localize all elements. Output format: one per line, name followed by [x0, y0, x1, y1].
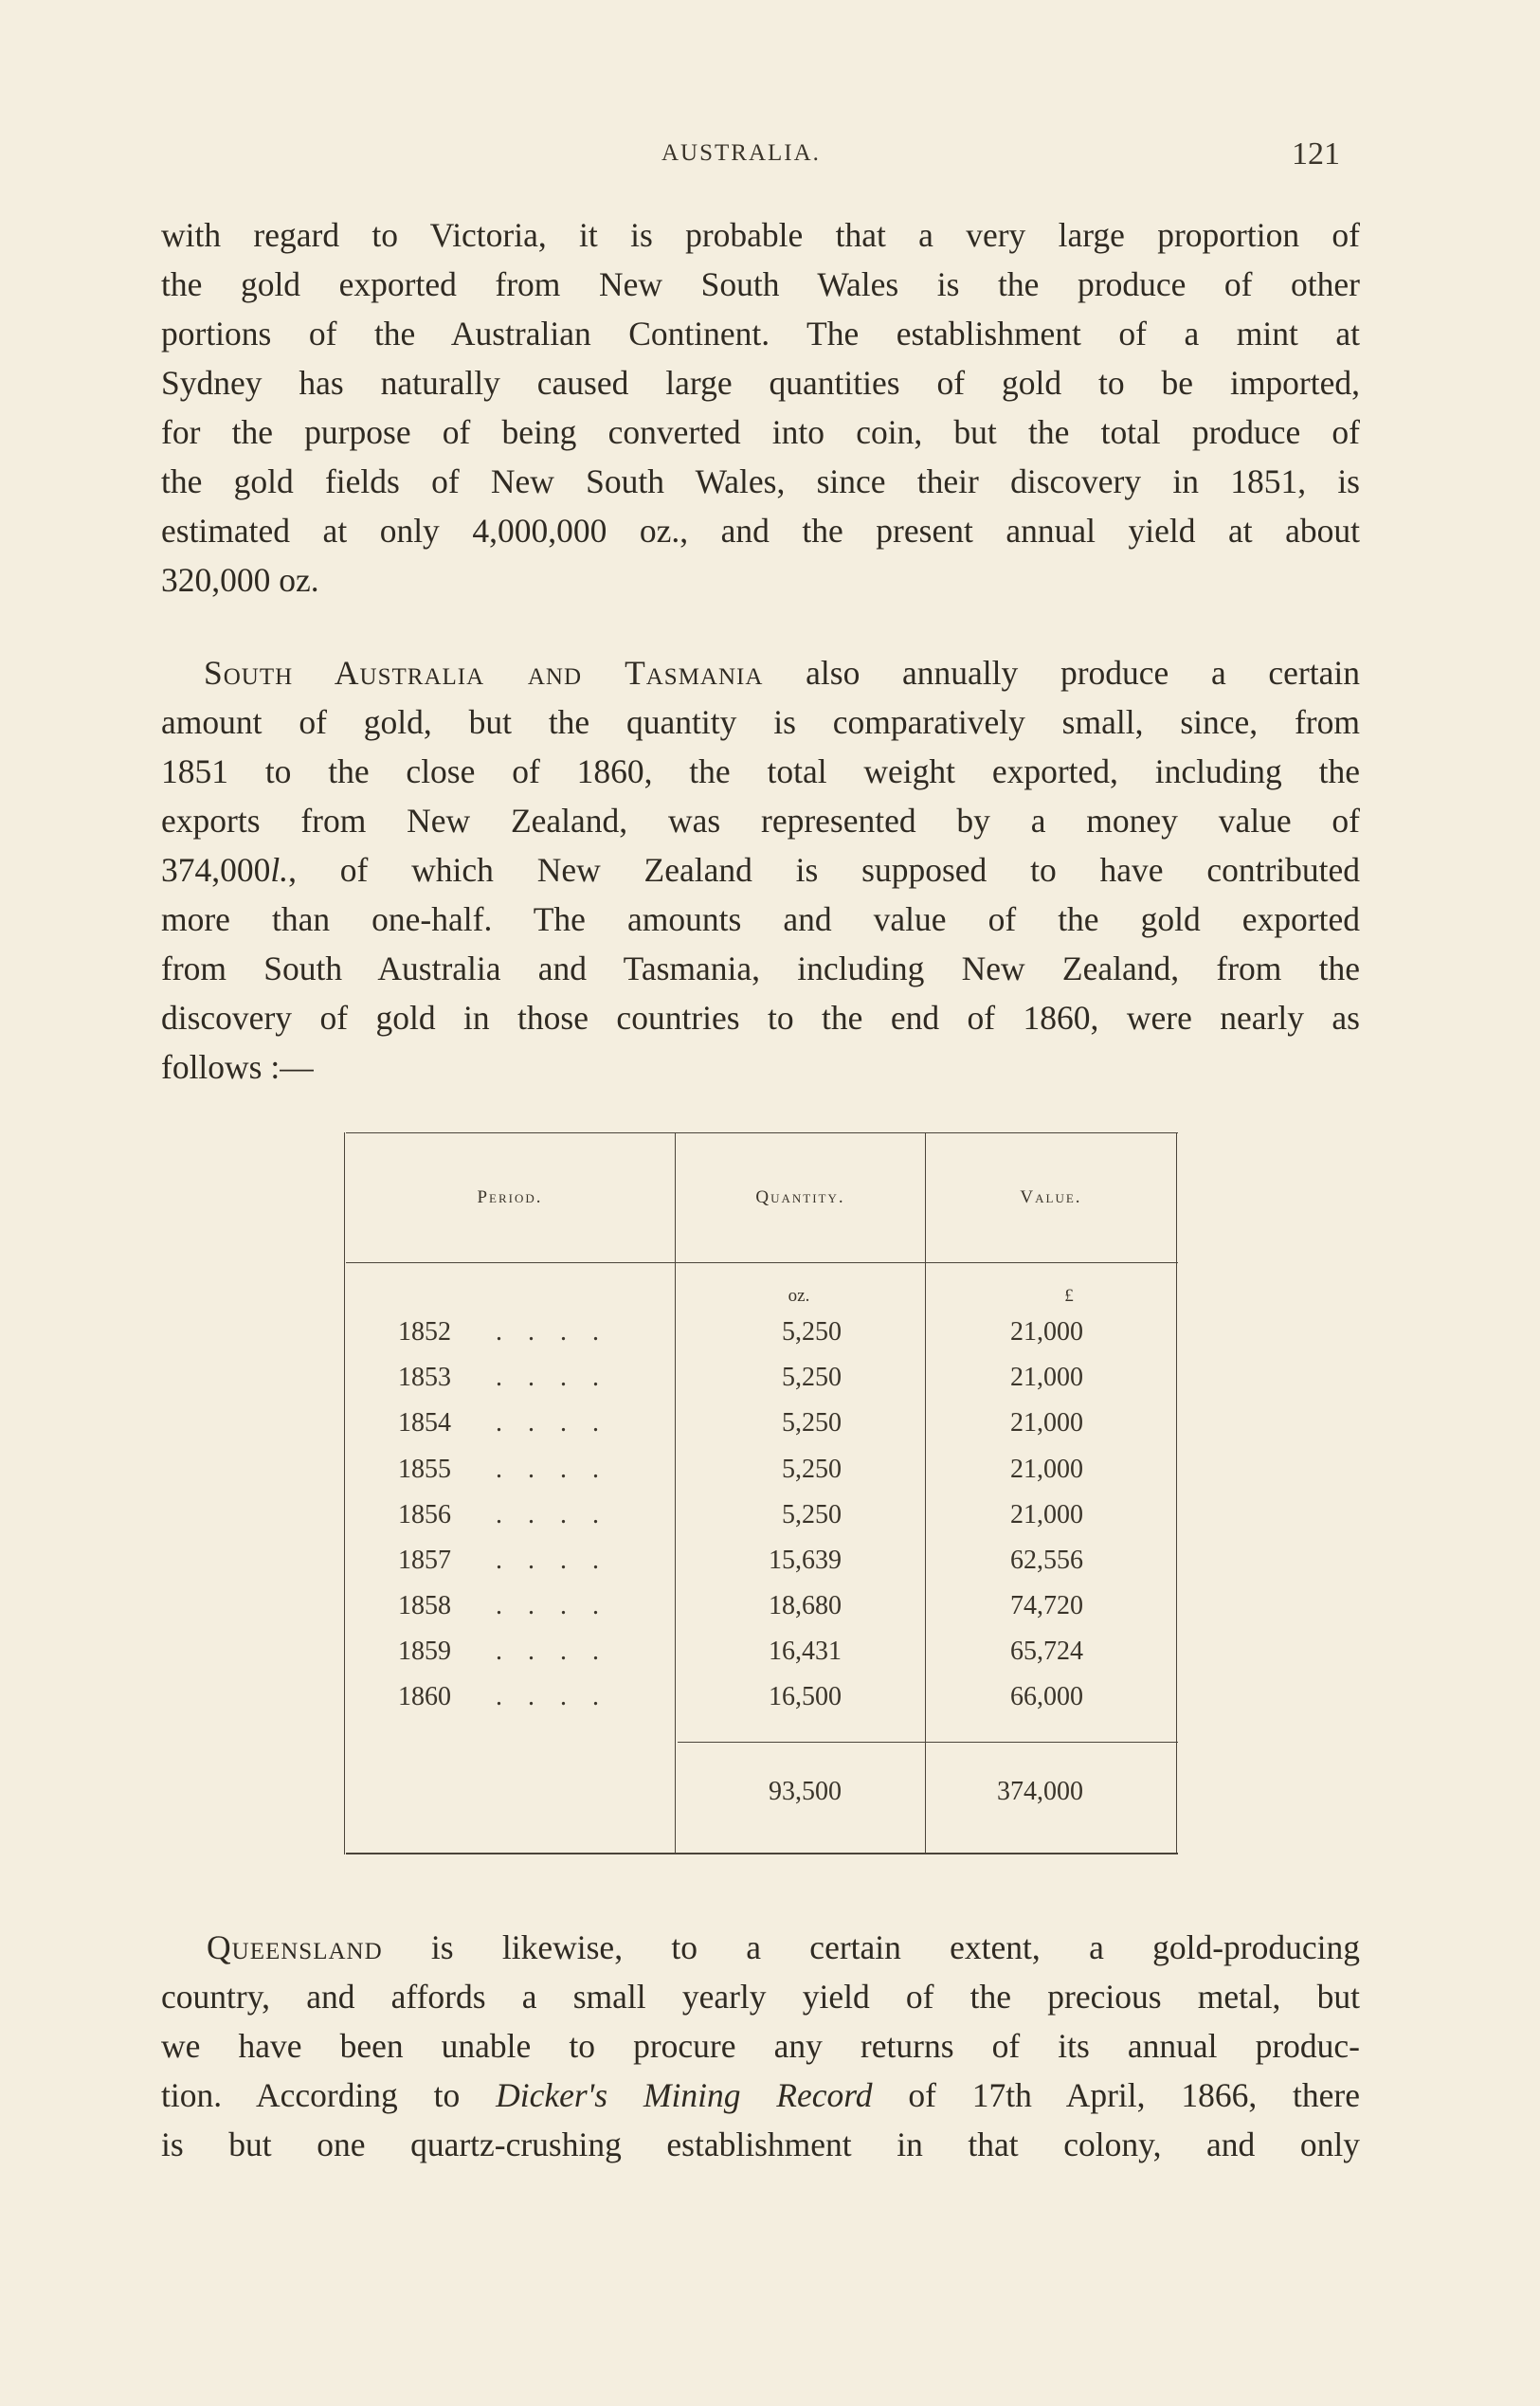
text-fragment: tion. According to	[161, 2076, 497, 2114]
paragraph-new-south-wales	[161, 210, 1360, 605]
table-row	[344, 1500, 1178, 1546]
table-bottom-rule	[346, 1853, 1178, 1854]
table-header-rule	[346, 1262, 1178, 1263]
row-quantity: 5,250	[782, 1408, 842, 1438]
running-title: AUSTRALIA.	[661, 140, 821, 166]
text-line: is but one quartz-crushing establishment in that colony, and only	[161, 2126, 1360, 2163]
text-line: portions of the Australian Continent. The establishment of a mint at	[161, 315, 1360, 353]
row-quantity: 18,680	[769, 1591, 842, 1620]
leader-dots: . . . .	[496, 1363, 608, 1392]
table-row	[344, 1455, 1178, 1500]
row-quantity: 15,639	[769, 1546, 842, 1575]
text-line: Sydney has naturally caused large quantities of gold to be imported,	[161, 364, 1360, 402]
header-value: Value.	[1020, 1187, 1082, 1207]
text-line: the gold fields of New South Wales, since their discovery in 1851, is	[161, 462, 1360, 500]
text-line: 1851 to the close of 1860, the total weight exported, including the	[161, 752, 1360, 790]
text-line: we have been unable to procure any returns of its annual produc-	[161, 2027, 1360, 2065]
text-line: estimated at only 4,000,000 oz., and the present annual yield at about	[161, 512, 1360, 550]
text-fragment: also annually produce a certain	[763, 654, 1360, 692]
text-line: discovery of gold in those countries to the end of 1860, were nearly as	[161, 999, 1360, 1037]
text-line: for the purpose of being converted into coin, but the total produce of	[161, 413, 1360, 451]
leader-dots: . . . .	[496, 1408, 608, 1438]
text-line: with regard to Victoria, it is probable that a very large proportion of	[161, 216, 1360, 254]
gold-export-table	[344, 1132, 1178, 1857]
paragraph-queensland	[161, 1923, 1360, 2169]
table-top-rule	[346, 1132, 1178, 1133]
leader-dots: . . . .	[496, 1317, 608, 1347]
text-line: country, and affords a small yearly yield of the precious metal, but	[161, 1978, 1360, 2016]
table-total-rule	[678, 1742, 1178, 1743]
leader-dots: . . . .	[496, 1682, 608, 1711]
table-row	[344, 1317, 1178, 1363]
row-year: 1859	[398, 1637, 451, 1666]
row-year: 1852	[398, 1317, 451, 1347]
running-head	[0, 136, 1540, 178]
row-value: 74,720	[1010, 1591, 1083, 1620]
text-line	[161, 1923, 1360, 1972]
row-quantity: 16,431	[769, 1637, 842, 1666]
row-year: 1856	[398, 1500, 451, 1529]
money-value: 374,000	[161, 851, 271, 889]
total-value: 374,000	[997, 1777, 1083, 1806]
text-line	[161, 648, 1360, 697]
text-line: follows :—	[161, 1048, 314, 1086]
row-quantity: 5,250	[782, 1363, 842, 1392]
row-value: 21,000	[1010, 1408, 1083, 1438]
paragraph-south-australia-tasmania	[161, 648, 1360, 1092]
row-value: 21,000	[1010, 1363, 1083, 1392]
leader-dots: . . . .	[496, 1591, 608, 1620]
leader-dots: . . . .	[496, 1455, 608, 1484]
table-row	[344, 1682, 1178, 1728]
text-fragment: is likewise, to a certain extent, a gold-producing	[382, 1928, 1360, 1966]
leader-dots: . . . .	[496, 1637, 608, 1666]
header-period: Period.	[477, 1187, 543, 1207]
row-year: 1860	[398, 1682, 451, 1711]
row-value: 65,724	[1010, 1637, 1083, 1666]
row-quantity: 16,500	[769, 1682, 842, 1711]
row-year: 1854	[398, 1408, 451, 1438]
row-year: 1853	[398, 1363, 451, 1392]
text-fragment: of 17th April, 1866, there	[872, 2076, 1361, 2114]
row-quantity: 5,250	[782, 1317, 842, 1347]
unit-quantity: oz.	[788, 1286, 810, 1306]
table-row	[344, 1637, 1178, 1682]
text-line: amount of gold, but the quantity is comparatively small, since, from	[161, 703, 1360, 741]
leader-dots: . . . .	[496, 1500, 608, 1529]
table-row	[344, 1591, 1178, 1637]
unit-value: £	[1064, 1286, 1074, 1306]
row-value: 21,000	[1010, 1317, 1083, 1347]
text-line: from South Australia and Tasmania, including New Zealand, from the	[161, 950, 1360, 987]
row-quantity: 5,250	[782, 1500, 842, 1529]
header-quantity: Quantity.	[755, 1187, 845, 1207]
text-line	[161, 2071, 1360, 2120]
row-quantity: 5,250	[782, 1455, 842, 1484]
table-row	[344, 1363, 1178, 1408]
row-year: 1858	[398, 1591, 451, 1620]
row-value: 21,000	[1010, 1500, 1083, 1529]
page-number: 121	[1292, 136, 1340, 172]
text-line: the gold exported from New South Wales is the produce of other	[161, 265, 1360, 303]
section-lead: South Australia and Tasmania	[204, 654, 764, 692]
pound-abbrev: l.	[270, 851, 289, 889]
row-value: 21,000	[1010, 1455, 1083, 1484]
table-row	[344, 1546, 1178, 1591]
text-line	[161, 845, 1360, 895]
section-lead: Queensland	[207, 1928, 383, 1966]
total-quantity: 93,500	[769, 1777, 842, 1806]
row-value: 62,556	[1010, 1546, 1083, 1575]
text-line: exports from New Zealand, was represented by a money value of	[161, 802, 1360, 840]
leader-dots: . . . .	[496, 1546, 608, 1575]
row-value: 66,000	[1010, 1682, 1083, 1711]
text-fragment: , of which New Zealand is supposed to have contributed	[288, 851, 1360, 889]
row-year: 1855	[398, 1455, 451, 1484]
cited-publication: Dicker's Mining Record	[496, 2076, 873, 2114]
text-line: more than one-half. The amounts and value of the gold exported	[161, 900, 1360, 938]
table-row	[344, 1408, 1178, 1454]
row-year: 1857	[398, 1546, 451, 1575]
text-line: 320,000 oz.	[161, 561, 319, 599]
